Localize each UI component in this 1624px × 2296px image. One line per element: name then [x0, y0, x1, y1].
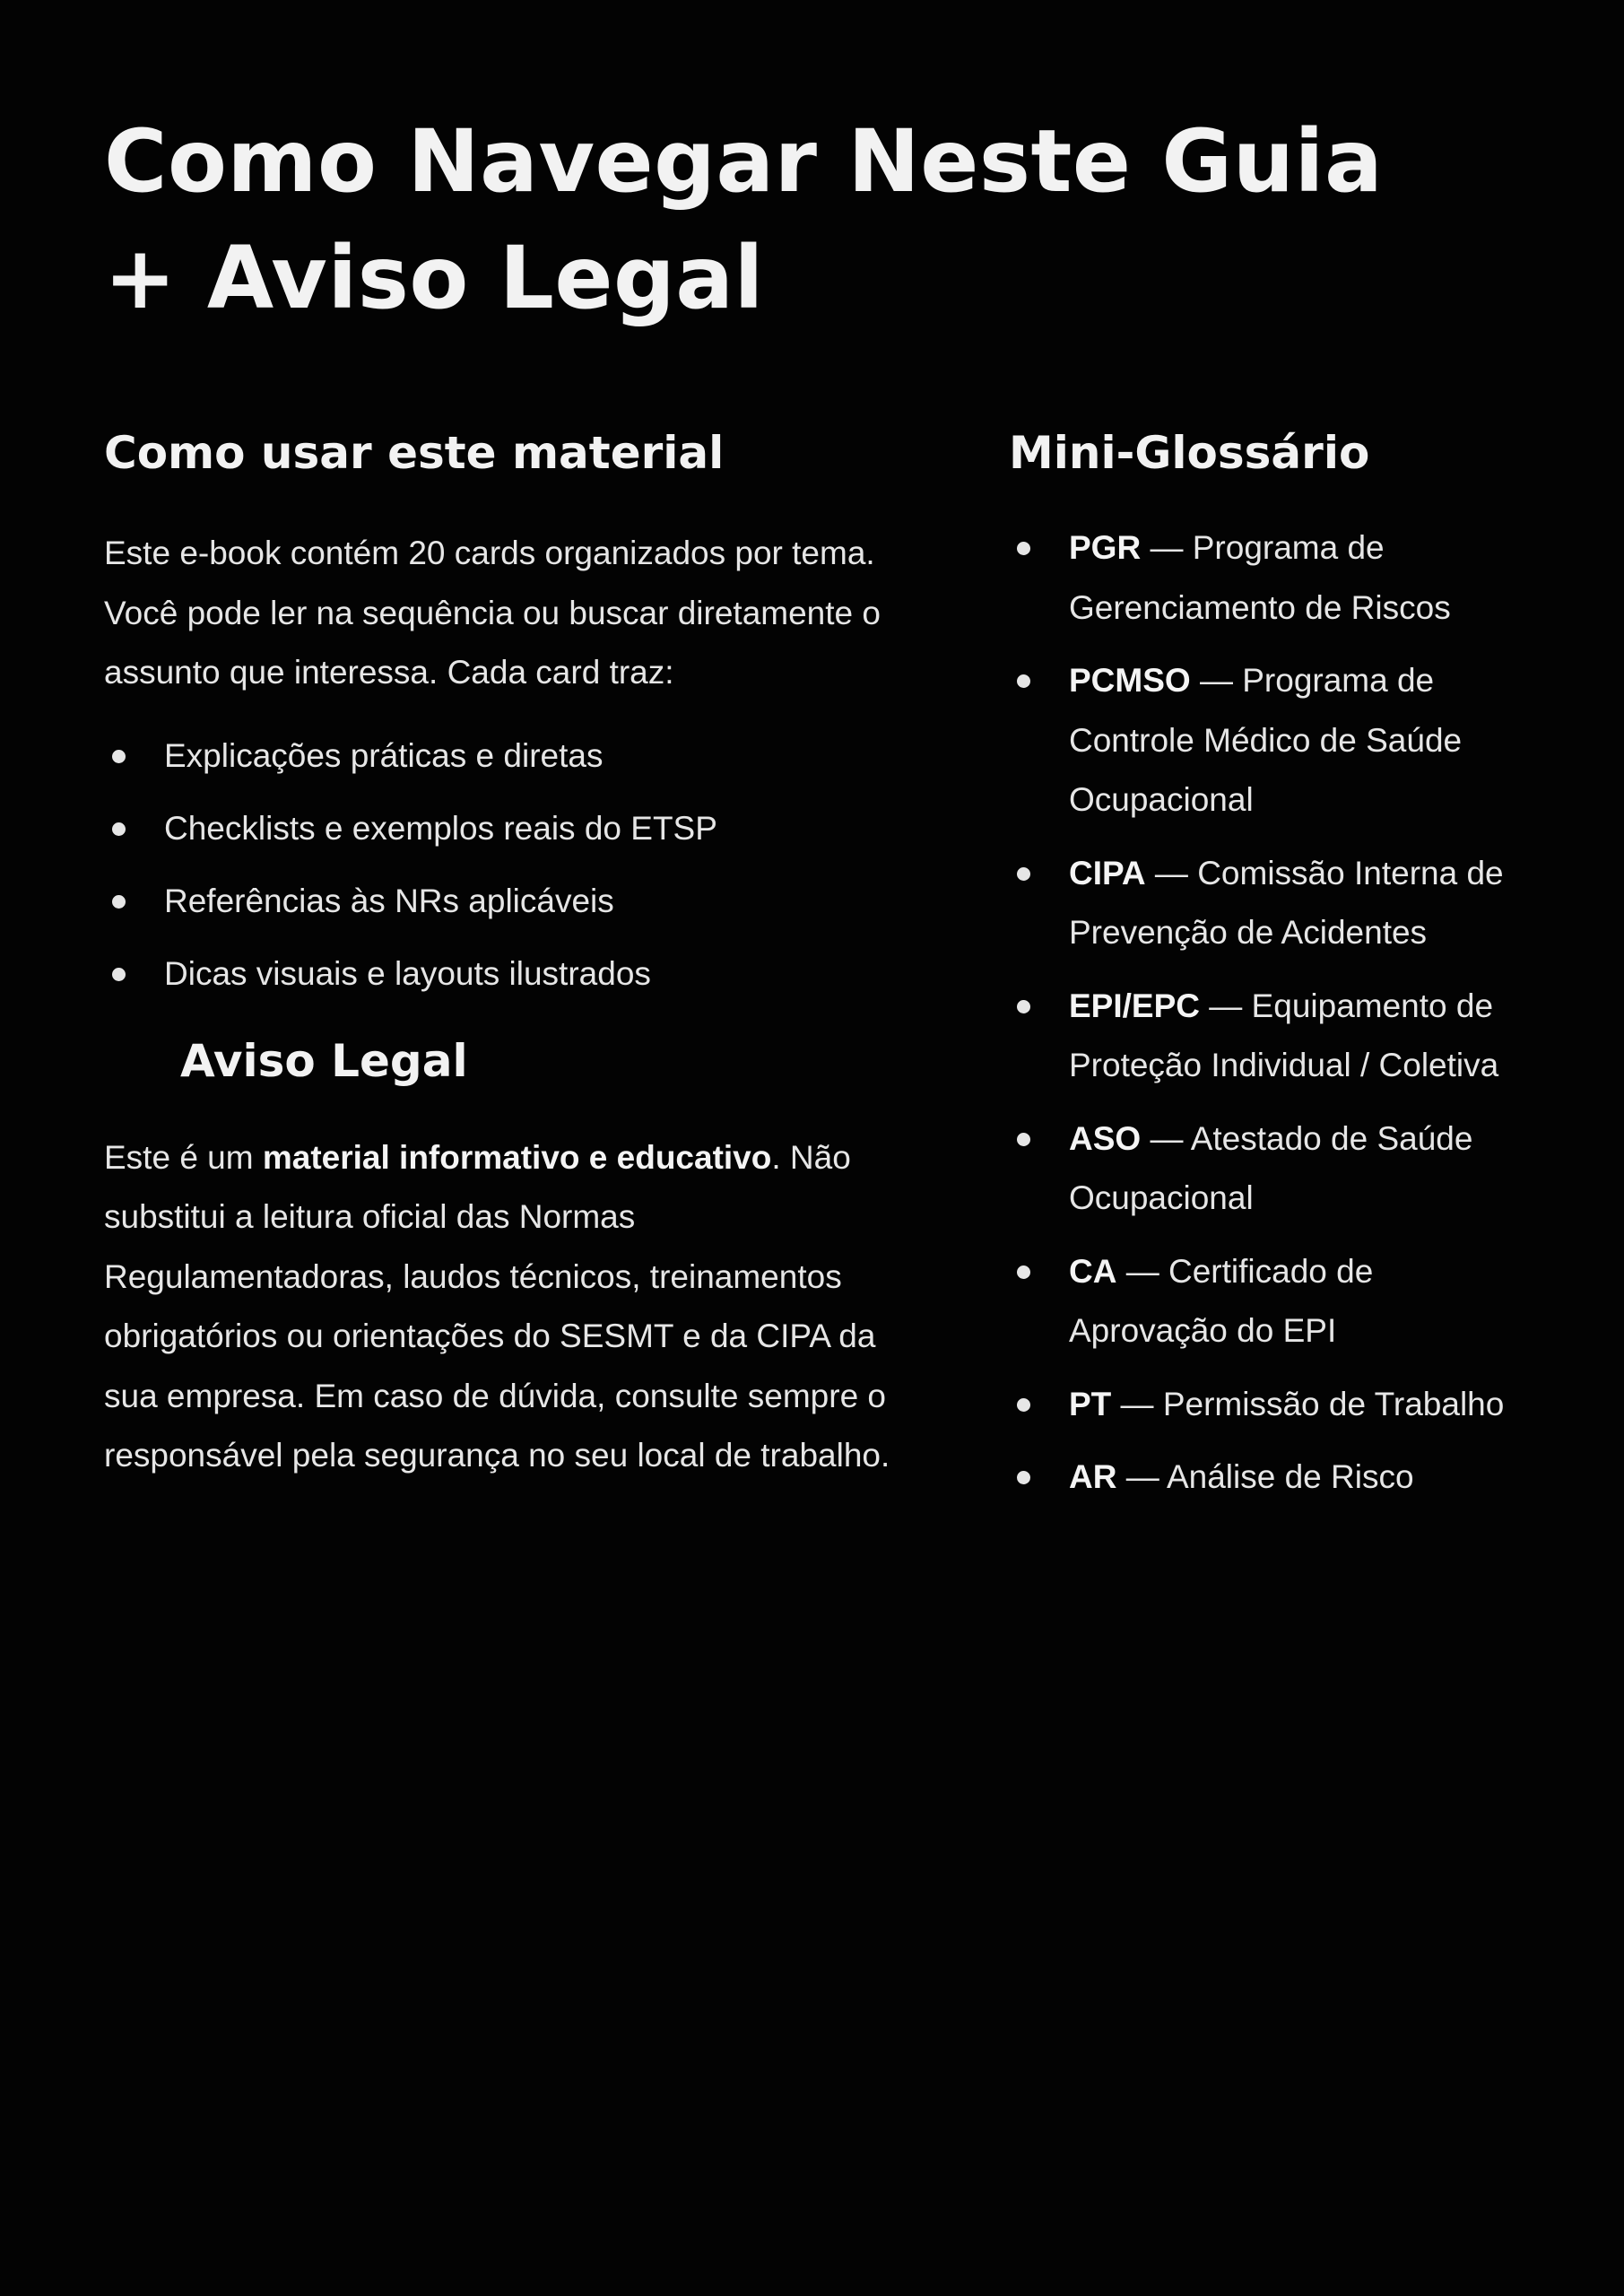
usage-list: [104, 726, 911, 1017]
glossary-item: [1009, 1375, 1538, 1435]
list-item: [104, 726, 911, 799]
glossary-definition: — Programa de Controle Médico de Saúde Ocupacional: [1069, 662, 1463, 818]
bullet-dot-icon: [112, 822, 126, 836]
glossary-definition: — Análise de Risco: [1116, 1458, 1414, 1495]
glossary-item: [1009, 651, 1538, 831]
bullet-dot-icon: [112, 968, 126, 981]
left-column: [104, 422, 911, 1486]
glossary-term: ASO: [1069, 1119, 1142, 1157]
page-title: Como Navegar Neste Guia + Aviso Legal: [104, 111, 1384, 328]
list-item: [104, 944, 911, 1017]
bullet-dot-icon: [1017, 1133, 1030, 1146]
list-item: [104, 872, 911, 944]
glossary-term: AR: [1069, 1458, 1117, 1495]
legal-text-end: . Não substitui a leitura oficial das Normas Regulamentadoras, laudos técnicos, treinamentos obrigatórios ou orientações do SESMT e da CIPA da sua empresa. Em caso de dúvida, consulte sempre o responsável pela segurança no seu local de trabalho.: [104, 1138, 890, 1474]
glossary-heading: Mini-Glossário: [1009, 427, 1370, 479]
glossary-item: [1009, 1448, 1538, 1508]
glossary-definition: — Programa de Gerenciamento de Riscos: [1069, 529, 1451, 626]
glossary-term: CIPA: [1069, 854, 1146, 891]
bullet-dot-icon: [1017, 867, 1030, 881]
legal-text: [104, 1128, 911, 1486]
glossary-item: [1009, 518, 1538, 638]
glossary-definition: — Atestado de Saúde Ocupacional: [1069, 1119, 1473, 1216]
glossary-item: [1009, 977, 1538, 1096]
glossary-definition: — Comissão Interna de Prevenção de Acidentes: [1069, 854, 1504, 951]
usage-heading: Como usar este material: [104, 427, 725, 479]
bullet-dot-icon: [1017, 1265, 1030, 1279]
glossary-item: [1009, 1242, 1538, 1361]
glossary-term: CA: [1069, 1252, 1117, 1290]
bullet-dot-icon: [1017, 542, 1030, 555]
legal-heading: Aviso Legal: [180, 1034, 468, 1087]
list-item-text: Explicações práticas e diretas: [164, 736, 604, 774]
usage-intro: Este e-book contém 20 cards organizados por tema. Você pode ler na sequência ou buscar diretamente o assunto que interessa. Cada card traz:: [104, 535, 881, 691]
glossary-item: [1009, 844, 1538, 963]
bullet-dot-icon: [1017, 674, 1030, 688]
content-columns: [104, 422, 1521, 1587]
bullet-dot-icon: [1017, 1000, 1030, 1013]
list-item: [104, 799, 911, 872]
glossary-term: PCMSO: [1069, 662, 1191, 699]
legal-text-emphasis: material informativo e educativo: [262, 1138, 772, 1176]
glossary-list: [1009, 518, 1538, 1508]
glossary-definition: — Equipamento de Proteção Individual / Coletiva: [1069, 987, 1499, 1083]
list-item-text: Checklists e exemplos reais do ETSP: [164, 809, 717, 847]
legal-text-start: Este é um: [104, 1138, 263, 1176]
glossary-definition: — Permissão de Trabalho: [1111, 1385, 1505, 1422]
bullet-dot-icon: [112, 895, 126, 909]
list-item-text: Dicas visuais e layouts ilustrados: [164, 954, 651, 992]
bullet-dot-icon: [112, 750, 126, 763]
bullet-dot-icon: [1017, 1398, 1030, 1412]
glossary-term: EPI/EPC: [1069, 987, 1200, 1024]
bullet-dot-icon: [1017, 1471, 1030, 1484]
glossary-definition: — Certificado de Aprovação do EPI: [1069, 1252, 1374, 1349]
glossary-item: [1009, 1109, 1538, 1229]
right-column: [1009, 422, 1538, 1521]
list-item-text: Referências às NRs aplicáveis: [164, 882, 614, 919]
glossary-term: PGR: [1069, 529, 1142, 566]
glossary-term: PT: [1069, 1385, 1112, 1422]
